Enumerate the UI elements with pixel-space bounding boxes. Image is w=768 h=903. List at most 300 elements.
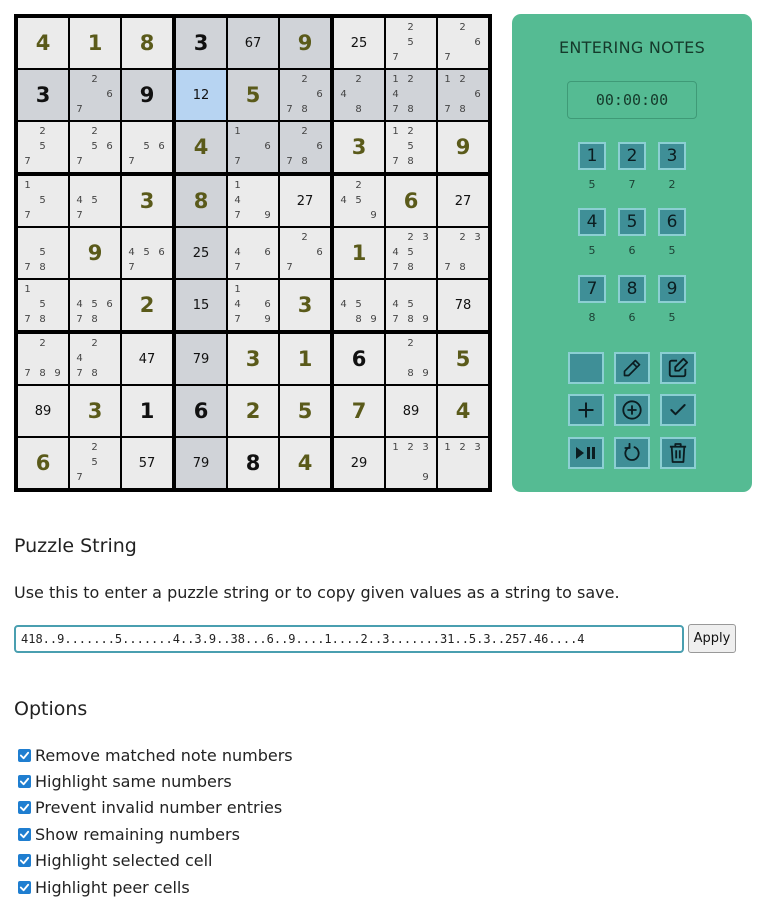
note-digit: 1 xyxy=(392,442,399,453)
cell-candidates: 79 xyxy=(192,455,210,471)
tool-button-pencil[interactable] xyxy=(614,352,650,384)
tool-button-plus-circle[interactable] xyxy=(614,394,650,426)
grid-cell[interactable] xyxy=(70,18,120,68)
grid-cell[interactable] xyxy=(386,386,436,436)
cell-notes xyxy=(70,176,120,226)
note-digit: 8 xyxy=(355,104,362,115)
note-digit: 3 xyxy=(474,232,481,243)
note-digit: 5 xyxy=(143,141,150,152)
grid-cell[interactable] xyxy=(438,280,488,330)
note-digit: 3 xyxy=(422,442,429,453)
number-button-6[interactable]: 6 xyxy=(658,208,686,236)
grid-cell[interactable] xyxy=(176,228,226,278)
grid-cell[interactable] xyxy=(70,228,120,278)
apply-button[interactable]: Apply xyxy=(688,624,736,653)
grid-cell[interactable] xyxy=(280,386,330,436)
cell-notes xyxy=(438,18,488,68)
grid-cell[interactable] xyxy=(334,122,384,172)
remaining-count: 5 xyxy=(588,244,596,257)
grid-cell[interactable] xyxy=(122,280,172,330)
grid-cell[interactable] xyxy=(228,122,278,172)
cell-notes xyxy=(122,228,172,278)
grid-cell[interactable] xyxy=(228,70,278,120)
note-digit: 2 xyxy=(91,74,98,85)
grid-cell[interactable] xyxy=(280,18,330,68)
note-digit: 6 xyxy=(264,299,271,310)
cell-candidates: 89 xyxy=(34,403,52,419)
grid-cell[interactable] xyxy=(438,386,488,436)
note-digit: 7 xyxy=(128,156,135,167)
grid-cell[interactable] xyxy=(280,280,330,330)
note-digit: 2 xyxy=(407,442,414,453)
grid-cell[interactable] xyxy=(18,70,68,120)
note-digit: 7 xyxy=(286,262,293,273)
grid-cell[interactable] xyxy=(176,70,226,120)
cell-value: 4 xyxy=(35,31,51,55)
number-button-7[interactable]: 7 xyxy=(578,275,606,303)
cell-notes xyxy=(122,122,172,172)
grid-cell[interactable] xyxy=(386,280,436,330)
grid-cell[interactable] xyxy=(70,386,120,436)
option-row[interactable] xyxy=(18,746,293,765)
note-digit: 4 xyxy=(234,195,241,206)
puzzle-string-heading: Puzzle String xyxy=(14,535,137,557)
grid-cell[interactable] xyxy=(386,176,436,226)
note-digit: 7 xyxy=(392,156,399,167)
note-digit: 7 xyxy=(392,262,399,273)
option-label: Highlight peer cells xyxy=(35,878,190,897)
grid-cell[interactable] xyxy=(122,228,172,278)
note-digit: 2 xyxy=(91,442,98,453)
cell-candidates: 67 xyxy=(244,35,262,51)
note-digit: 2 xyxy=(407,126,414,137)
cell-notes xyxy=(70,70,120,120)
note-digit: 7 xyxy=(76,156,83,167)
grid-cell[interactable] xyxy=(280,122,330,172)
note-digit: 2 xyxy=(355,180,362,191)
grid-cell[interactable] xyxy=(70,438,120,488)
note-digit: 2 xyxy=(91,338,98,349)
tool-button-plus[interactable] xyxy=(568,394,604,426)
note-digit: 1 xyxy=(444,442,451,453)
note-digit: 4 xyxy=(76,353,83,364)
note-digit: 1 xyxy=(234,126,241,137)
option-checkbox[interactable] xyxy=(18,775,31,788)
note-digit: 3 xyxy=(474,442,481,453)
note-digit: 1 xyxy=(392,126,399,137)
note-digit: 4 xyxy=(392,299,399,310)
grid-cell[interactable] xyxy=(70,334,120,384)
cell-notes xyxy=(70,334,120,384)
note-digit: 6 xyxy=(106,141,113,152)
tool-button-play-pause[interactable] xyxy=(568,437,604,469)
option-row[interactable] xyxy=(18,798,282,817)
grid-cell[interactable] xyxy=(122,176,172,226)
grid-cell[interactable] xyxy=(18,386,68,436)
note-digit: 7 xyxy=(76,472,83,483)
cell-candidates: 89 xyxy=(402,403,420,419)
note-digit: 2 xyxy=(407,22,414,33)
remaining-count: 5 xyxy=(668,311,676,324)
grid-cell[interactable] xyxy=(18,18,68,68)
note-digit: 5 xyxy=(407,247,414,258)
note-digit: 8 xyxy=(91,314,98,325)
grid-cell[interactable] xyxy=(438,122,488,172)
grid-cell[interactable] xyxy=(438,18,488,68)
note-digit: 7 xyxy=(24,368,31,379)
grid-cell[interactable] xyxy=(122,18,172,68)
note-digit: 7 xyxy=(392,314,399,325)
cell-value: 8 xyxy=(193,189,209,213)
note-digit: 9 xyxy=(422,314,429,325)
note-digit: 2 xyxy=(301,126,308,137)
cell-notes xyxy=(280,122,330,172)
note-digit: 5 xyxy=(355,299,362,310)
remaining-count: 6 xyxy=(628,311,636,324)
grid-cell[interactable] xyxy=(228,18,278,68)
remaining-count: 5 xyxy=(668,244,676,257)
cell-value: 5 xyxy=(245,83,261,107)
tool-button-trash[interactable] xyxy=(660,437,696,469)
note-digit: 7 xyxy=(444,262,451,273)
note-digit: 2 xyxy=(407,232,414,243)
grid-cell[interactable] xyxy=(334,228,384,278)
note-digit: 4 xyxy=(340,195,347,206)
cell-notes xyxy=(334,70,384,120)
cell-value: 8 xyxy=(245,451,261,475)
grid-cell[interactable] xyxy=(438,334,488,384)
note-digit: 7 xyxy=(444,52,451,63)
note-digit: 5 xyxy=(91,299,98,310)
grid-cell[interactable] xyxy=(176,280,226,330)
note-digit: 5 xyxy=(407,141,414,152)
note-digit: 6 xyxy=(474,37,481,48)
note-digit: 9 xyxy=(422,368,429,379)
grid-cell[interactable] xyxy=(334,280,384,330)
cell-value: 4 xyxy=(455,399,471,423)
grid-cell[interactable] xyxy=(122,70,172,120)
grid-cell[interactable] xyxy=(386,122,436,172)
grid-cell[interactable] xyxy=(386,334,436,384)
grid-cell[interactable] xyxy=(70,122,120,172)
grid-cell[interactable] xyxy=(122,386,172,436)
note-digit: 7 xyxy=(24,156,31,167)
cell-value: 1 xyxy=(297,347,313,371)
sudoku-grid xyxy=(14,14,492,492)
note-digit: 6 xyxy=(316,141,323,152)
option-checkbox[interactable] xyxy=(18,749,31,762)
cell-candidates: 25 xyxy=(350,35,368,51)
grid-cell[interactable] xyxy=(228,386,278,436)
cell-value: 3 xyxy=(245,347,261,371)
number-button-3[interactable]: 3 xyxy=(658,142,686,170)
cell-notes xyxy=(18,228,68,278)
number-button-4[interactable]: 4 xyxy=(578,208,606,236)
grid-cell[interactable] xyxy=(70,176,120,226)
tool-button-edit[interactable] xyxy=(660,352,696,384)
note-digit: 4 xyxy=(392,89,399,100)
cell-value: 6 xyxy=(193,399,209,423)
cell-value: 3 xyxy=(35,83,51,107)
cell-candidates: 78 xyxy=(454,297,472,313)
note-digit: 2 xyxy=(91,126,98,137)
grid-cell[interactable] xyxy=(438,228,488,278)
note-digit: 4 xyxy=(340,89,347,100)
note-digit: 2 xyxy=(459,22,466,33)
note-digit: 7 xyxy=(234,314,241,325)
note-digit: 5 xyxy=(91,457,98,468)
note-digit: 1 xyxy=(444,74,451,85)
remaining-count: 8 xyxy=(588,311,596,324)
note-digit: 4 xyxy=(340,299,347,310)
grid-cell[interactable] xyxy=(386,70,436,120)
grid-cell[interactable] xyxy=(386,438,436,488)
note-digit: 9 xyxy=(370,210,377,221)
note-digit: 8 xyxy=(39,262,46,273)
cell-notes xyxy=(18,176,68,226)
cell-notes xyxy=(228,228,278,278)
grid-cell[interactable] xyxy=(228,228,278,278)
grid-cell[interactable] xyxy=(18,122,68,172)
cell-notes xyxy=(18,122,68,172)
grid-cell[interactable] xyxy=(18,438,68,488)
note-digit: 1 xyxy=(234,284,241,295)
cell-notes xyxy=(386,18,436,68)
note-digit: 4 xyxy=(76,195,83,206)
note-digit: 7 xyxy=(76,210,83,221)
note-digit: 7 xyxy=(286,156,293,167)
puzzle-string-input[interactable] xyxy=(14,625,684,653)
grid-cell[interactable] xyxy=(18,176,68,226)
grid-cell[interactable] xyxy=(280,438,330,488)
cell-value: 4 xyxy=(193,135,209,159)
plus-circle-icon xyxy=(621,399,643,421)
note-digit: 2 xyxy=(355,74,362,85)
cell-notes xyxy=(386,438,436,488)
tool-button-check[interactable] xyxy=(660,394,696,426)
grid-cell[interactable] xyxy=(280,334,330,384)
option-checkbox[interactable] xyxy=(18,881,31,894)
cell-candidates: 27 xyxy=(454,193,472,209)
note-digit: 9 xyxy=(370,314,377,325)
number-button-9[interactable]: 9 xyxy=(658,275,686,303)
note-digit: 8 xyxy=(301,104,308,115)
grid-cell[interactable] xyxy=(176,122,226,172)
grid-cell[interactable] xyxy=(280,176,330,226)
cell-notes xyxy=(70,122,120,172)
grid-cell[interactable] xyxy=(176,18,226,68)
grid-cell[interactable] xyxy=(18,334,68,384)
cell-value: 9 xyxy=(87,241,103,265)
check-icon xyxy=(668,400,688,420)
option-label: Highlight selected cell xyxy=(35,851,213,870)
grid-cell[interactable] xyxy=(176,386,226,436)
note-digit: 2 xyxy=(301,74,308,85)
note-digit: 7 xyxy=(128,262,135,273)
note-digit: 8 xyxy=(407,104,414,115)
cell-candidates: 47 xyxy=(138,351,156,367)
cell-value: 7 xyxy=(351,399,367,423)
grid-cell[interactable] xyxy=(334,18,384,68)
number-button-8[interactable]: 8 xyxy=(618,275,646,303)
grid-cell[interactable] xyxy=(228,334,278,384)
note-digit: 2 xyxy=(407,74,414,85)
cell-notes xyxy=(334,176,384,226)
option-row[interactable] xyxy=(18,878,190,897)
grid-cell[interactable] xyxy=(228,176,278,226)
note-digit: 4 xyxy=(234,247,241,258)
remaining-count: 6 xyxy=(628,244,636,257)
note-digit: 2 xyxy=(459,232,466,243)
cell-notes xyxy=(438,228,488,278)
tool-button-blank[interactable] xyxy=(568,352,604,384)
trash-icon xyxy=(669,443,687,463)
grid-cell[interactable] xyxy=(280,228,330,278)
cell-value: 3 xyxy=(351,135,367,159)
note-digit: 4 xyxy=(76,299,83,310)
cell-notes xyxy=(334,280,384,330)
option-row[interactable] xyxy=(18,772,232,791)
note-digit: 4 xyxy=(392,247,399,258)
number-button-5[interactable]: 5 xyxy=(618,208,646,236)
note-digit: 1 xyxy=(392,74,399,85)
grid-cell[interactable] xyxy=(18,280,68,330)
note-digit: 6 xyxy=(316,247,323,258)
cell-value: 9 xyxy=(455,135,471,159)
cell-value: 3 xyxy=(87,399,103,423)
cell-value: 3 xyxy=(297,293,313,317)
note-digit: 7 xyxy=(24,314,31,325)
cell-notes xyxy=(70,280,120,330)
note-digit: 1 xyxy=(24,284,31,295)
option-row[interactable] xyxy=(18,825,240,844)
note-digit: 9 xyxy=(264,314,271,325)
note-digit: 2 xyxy=(39,126,46,137)
note-digit: 8 xyxy=(407,156,414,167)
note-digit: 6 xyxy=(264,141,271,152)
option-checkbox[interactable] xyxy=(18,854,31,867)
grid-cell[interactable] xyxy=(176,176,226,226)
note-digit: 3 xyxy=(422,232,429,243)
control-panel xyxy=(512,14,752,492)
grid-cell[interactable] xyxy=(228,280,278,330)
cell-value: 9 xyxy=(297,31,313,55)
note-digit: 9 xyxy=(54,368,61,379)
cell-notes xyxy=(386,70,436,120)
grid-cell[interactable] xyxy=(70,70,120,120)
options-heading: Options xyxy=(14,698,88,720)
grid-cell[interactable] xyxy=(122,334,172,384)
option-row[interactable] xyxy=(18,851,212,870)
tool-button-restart[interactable] xyxy=(614,437,650,469)
option-label: Remove matched note numbers xyxy=(35,746,293,765)
grid-cell[interactable] xyxy=(122,122,172,172)
note-digit: 8 xyxy=(301,156,308,167)
grid-cell[interactable] xyxy=(386,18,436,68)
cell-value: 6 xyxy=(403,189,419,213)
play-pause-icon xyxy=(575,446,597,460)
note-digit: 5 xyxy=(91,195,98,206)
cell-value: 6 xyxy=(351,347,367,371)
grid-cell[interactable] xyxy=(438,176,488,226)
grid-cell[interactable] xyxy=(438,438,488,488)
cell-notes xyxy=(386,334,436,384)
cell-value: 2 xyxy=(245,399,261,423)
cell-notes xyxy=(386,280,436,330)
grid-cell[interactable] xyxy=(438,70,488,120)
option-checkbox[interactable] xyxy=(18,801,31,814)
note-digit: 7 xyxy=(234,210,241,221)
note-digit: 8 xyxy=(355,314,362,325)
option-checkbox[interactable] xyxy=(18,828,31,841)
cell-value: 1 xyxy=(87,31,103,55)
note-digit: 8 xyxy=(459,262,466,273)
remaining-count: 7 xyxy=(628,178,636,191)
grid-cell[interactable] xyxy=(122,438,172,488)
grid-cell[interactable] xyxy=(176,438,226,488)
option-label: Prevent invalid number entries xyxy=(35,798,283,817)
cell-candidates: 57 xyxy=(138,455,156,471)
note-digit: 7 xyxy=(76,104,83,115)
cell-notes xyxy=(438,438,488,488)
grid-cell[interactable] xyxy=(334,70,384,120)
note-digit: 6 xyxy=(264,247,271,258)
note-digit: 9 xyxy=(422,472,429,483)
grid-cell[interactable] xyxy=(70,280,120,330)
grid-cell[interactable] xyxy=(334,438,384,488)
cell-notes xyxy=(18,280,68,330)
number-button-1[interactable]: 1 xyxy=(578,142,606,170)
grid-cell[interactable] xyxy=(18,228,68,278)
note-digit: 6 xyxy=(316,89,323,100)
note-digit: 7 xyxy=(76,314,83,325)
note-digit: 5 xyxy=(355,195,362,206)
cell-value: 1 xyxy=(139,399,155,423)
note-digit: 5 xyxy=(39,195,46,206)
grid-cell[interactable] xyxy=(334,386,384,436)
note-digit: 7 xyxy=(24,262,31,273)
number-button-2[interactable]: 2 xyxy=(618,142,646,170)
note-digit: 8 xyxy=(39,368,46,379)
grid-cell[interactable] xyxy=(228,438,278,488)
note-digit: 1 xyxy=(24,180,31,191)
cell-value: 5 xyxy=(297,399,313,423)
note-digit: 8 xyxy=(407,314,414,325)
cell-notes xyxy=(70,438,120,488)
restart-icon xyxy=(622,443,642,463)
grid-cell[interactable] xyxy=(280,70,330,120)
note-digit: 7 xyxy=(444,104,451,115)
cell-candidates: 27 xyxy=(296,193,314,209)
note-digit: 7 xyxy=(286,104,293,115)
note-digit: 8 xyxy=(459,104,466,115)
grid-cell[interactable] xyxy=(334,334,384,384)
note-digit: 2 xyxy=(301,232,308,243)
cell-candidates: 29 xyxy=(350,455,368,471)
note-digit: 8 xyxy=(39,314,46,325)
edit-icon xyxy=(667,357,689,379)
note-digit: 5 xyxy=(143,247,150,258)
grid-cell[interactable] xyxy=(176,334,226,384)
note-digit: 1 xyxy=(234,180,241,191)
note-digit: 4 xyxy=(128,247,135,258)
timer-display: 00:00:00 xyxy=(567,81,697,119)
grid-cell[interactable] xyxy=(334,176,384,226)
note-digit: 5 xyxy=(91,141,98,152)
grid-cell[interactable] xyxy=(386,228,436,278)
note-digit: 2 xyxy=(459,74,466,85)
note-digit: 6 xyxy=(158,247,165,258)
